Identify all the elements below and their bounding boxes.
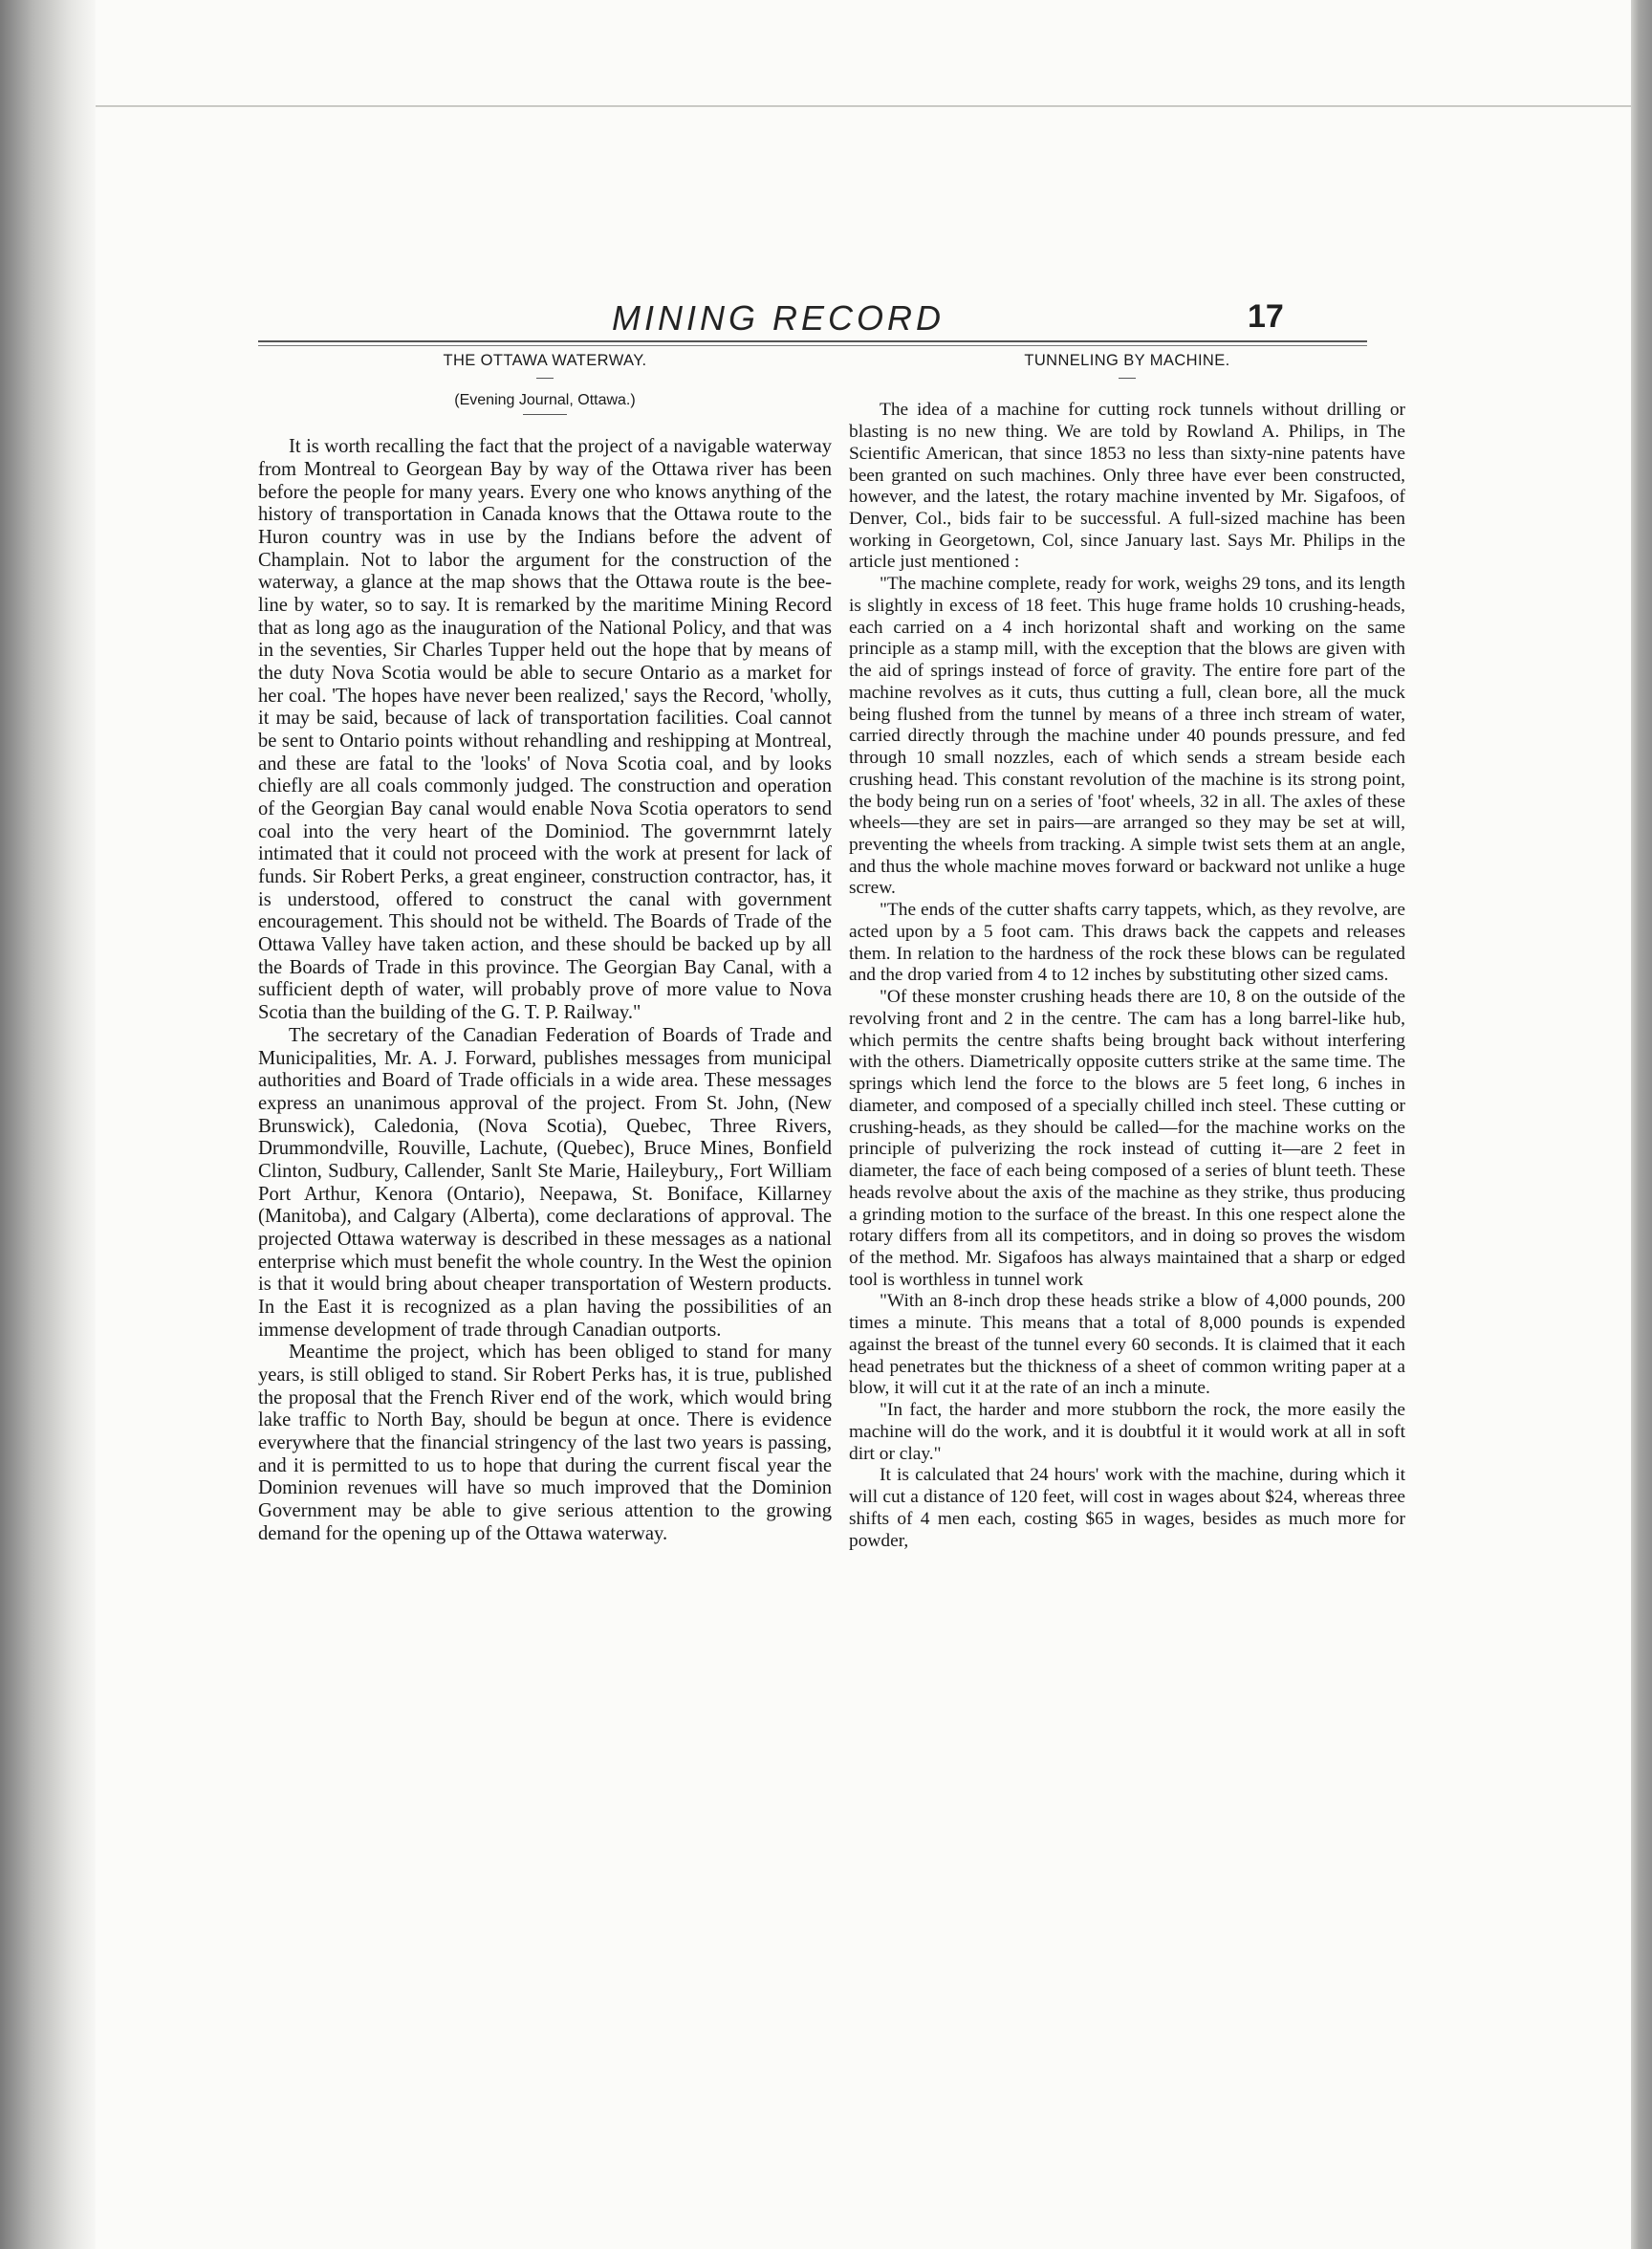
article-paragraph: Meantime the project, which has been obliged to stand for many years, is still obliged to stand. Sir Robert Perks has, it is true, published the proposal that the French River end of the work, which would bring lake traffic to North Bay, should be begun at once. There is evidence everywhere that the financial stringency of the last two years is passing, and it is permitted to us to hope that during the current fiscal year the Dominion revenues will have so much improved that the Dominion Government may be able to give serious attention to the growing demand for the opening up of the Ottawa waterway. bbox=[258, 1342, 832, 1544]
header-rule bbox=[258, 340, 1367, 342]
article-paragraph: "Of these monster crushing heads there are 10, 8 on the outside of the revolving front and 2 in the centre. The cam has a long barrel-like hub, which permits the centre shafts being brought back without interfering with the others. Diametrically opposite cutters strike at the same time. The springs which lend the force to the blows are 5 feet long, 6 inches in diameter, and composed of a specially chilled inch steel. These cutting or crushing-heads, as they should be called—for the machine works on the principle of pulverizing the rock instead of cutting it—are 2 feet in diameter, the face of each being composed of a series of blunt teeth. These heads revolve about the axis of the machine as they strike, thus producing a grinding motion to the surface of the breast. In this one respect alone the rotary differs from all its competitors, and in doing so proves the wisdom of the method. Mr. Sigafoos has always maintained that a sharp or edged tool is worthless in tunnel work bbox=[849, 987, 1405, 1290]
article-paragraph: "The machine complete, ready for work, weighs 29 tons, and its length is slightly in excess of 18 feet. This huge frame holds 10 crushing-heads, each carried on a 4 inch horizontal shaft and working on the same principle as a stamp mill, with the exception that the blows are given with the aid of springs instead of force of gravity. The entire fore part of the machine revolves as it cuts, thus cutting a full, clean bore, all the muck being flushed from the tunnel by means of a three inch stream of water, carried directly through the machine under 40 pounds pressure, and fed through 10 small nozzles, each of which sends a stream beside each crushing head. This constant revolution of the machine is its strong point, the body being run on a series of 'foot' wheels, 32 in all. The axles of these wheels—they are set in pairs—are arranged so they may be set at will, preventing the wheels from tracking. A simple twist sets them at an angle, and thus the whole machine moves forward or backward not unlike a huge screw. bbox=[849, 574, 1405, 899]
article-title: THE OTTAWA WATERWAY. bbox=[443, 352, 647, 369]
right-column bbox=[849, 352, 1405, 1552]
title-rule bbox=[1119, 378, 1136, 379]
article-paragraph: It is worth recalling the fact that the project of a navigable waterway from Montreal to Georgean Bay by way of the Ottawa river has been before the people for many years. Every one who knows anything of the history of transportation in Canada knows that the Ottawa route to the Huron country was in use by the Indians before the advent of Champlain. Not to labor the argument for the construction of the waterway, a glance at the map shows that the Ottawa route is the bee-line by water, so to say. It is remarked by the maritime Mining Record that as long ago as the inauguration of the National Policy, and that was in the seventies, Sir Charles Tupper held out the hope that by means of the duty Nova Scotia would be able to secure Ontario as a market for her coal. 'The hopes have never been realized,' says the Record, 'wholly, it may be said, because of lack of transportation facilities. Coal cannot be sent to Ontario points without rehandling and reshipping at Montreal, and these are fatal to the 'looks' of Nova Scotia coal, and by looks chiefly are all coals commonly judged. The construction and operation of the Georgian Bay canal would enable Nova Scotia operators to send coal into the very heart of the Dominiod. The governmrnt lately intimated that it could not proceed with the work at present for lack of funds. Sir Robert Perks, a great engineer, construction contractor, has, it is understood, offered to construct the canal with government encouragement. This should not be witheld. The Boards of Trade of the Ottawa Valley have taken action, and these should be backed up by all the Boards of Trade in this province. The Georgian Bay Canal, with a sufficient depth of water, will probably prove of more value to Nova Scotia than the building of the G. T. P. Railway." bbox=[258, 436, 832, 1024]
article-paragraph: It is calculated that 24 hours' work with the machine, during which it will cut a distance of 120 feet, will cost in wages about $24, whereas three shifts of 4 men each, costing $65 in wages, besides as much more for powder, bbox=[849, 1465, 1405, 1551]
page-number: 17 bbox=[1248, 298, 1284, 335]
publication-title: MINING RECORD bbox=[612, 298, 945, 338]
article-paragraph: "The ends of the cutter shafts carry tappets, which, as they revolve, are acted upon by a 5 foot cam. This draws back the cappets and releases them. In relation to the hardness of the rock these blows can be regulated and the drop varied from 4 to 12 inches by substituting other sized cams. bbox=[849, 900, 1405, 986]
top-edge-line bbox=[96, 105, 1633, 107]
left-column bbox=[258, 352, 832, 1545]
article-paragraph: The secretary of the Canadian Federation of Boards of Trade and Municipalities, Mr. A. J. Forward, publishes messages from municipal authorities and Board of Trade officials in a wide area. These messages express an unanimous approval of the project. From St. John, (New Brunswick), Caledonia, (Nova Scotia), Quebec, Three Rivers, Drummondville, Rouville, Lachute, (Quebec), Bruce Mines, Bonfield Clinton, Sudbury, Callender, Sanlt Ste Marie, Haileybury,, Fort William Port Arthur, Kenora (Ontario), Neepawa, St. Boniface, Killarney (Manitoba), and Calgary (Alberta), come declarations of approval. The projected Ottawa waterway is described in these messages as a national enterprise which must benefit the whole country. In the West the opinion is that it would bring about cheaper transportation of Western products. In the East it is recognized as a plan having the possibilities of an immense development of trade through Canadian outports. bbox=[258, 1024, 832, 1341]
header-rule-thin bbox=[258, 345, 1367, 346]
article-paragraph: "With an 8-inch drop these heads strike a blow of 4,000 pounds, 200 times a minute. This means that a total of 8,000 pounds is expended against the breast of the tunnel every 60 seconds. It is claimed that it each head penetrates but the thickness of a sheet of common writing paper at a blow, it will cut it at the rate of an inch a minute. bbox=[849, 1291, 1405, 1399]
article-title: TUNNELING BY MACHINE. bbox=[1024, 352, 1230, 369]
source-rule bbox=[523, 414, 567, 415]
scan-right-edge bbox=[1631, 0, 1652, 2249]
article-paragraph: The idea of a machine for cutting rock tunnels without drilling or blasting is no new thing. We are told by Rowland A. Philips, in The Scientific American, that since 1853 no less than sixty-nine patents have been granted on such machines. Only three have ever been constructed, however, and the latest, the rotary machine invented by Mr. Sigafoos, of Denver, Col., bids fair to be successful. A full-sized machine has been working in Georgetown, Col, since January last. Says Mr. Philips in the article just mentioned : bbox=[849, 400, 1405, 573]
page-header bbox=[258, 298, 1367, 344]
title-rule bbox=[536, 378, 554, 379]
article-source: (Evening Journal, Ottawa.) bbox=[454, 391, 636, 408]
article-paragraph: "In fact, the harder and more stubborn the rock, the more easily the machine will do the work, and it is doubtful it it would work at all in soft dirt or clay." bbox=[849, 1400, 1405, 1464]
page-binding-shadow bbox=[0, 0, 96, 2249]
